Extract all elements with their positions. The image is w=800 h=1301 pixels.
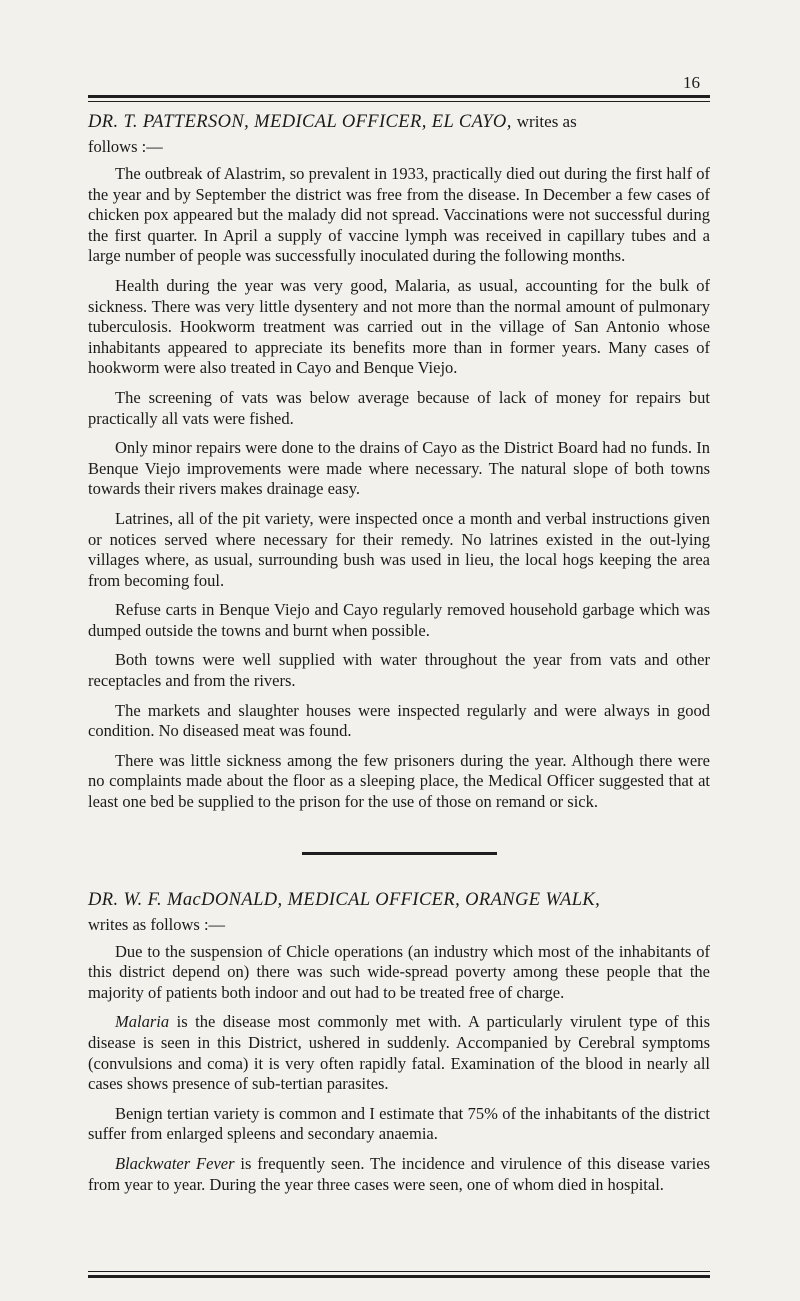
section1-heading-title: DR. T. PATTERSON, MEDICAL OFFICER, EL CAYO,	[88, 112, 512, 132]
section2-paragraph-4-text: is frequently seen. The incidence and virulence of this disease varies from year to year. During the year three cases were seen, one of whom died in hospital.	[88, 1153, 710, 1194]
section1-writes-as: writes as	[516, 112, 577, 131]
section2-heading: DR. W. F. MacDONALD, MEDICAL OFFICER, ORANGE WALK,	[88, 889, 601, 910]
section2-blackwater-term: Blackwater Fever	[115, 1153, 235, 1173]
section1-paragraph-8: The markets and slaughter houses were inspected regularly and were always in good condition. No diseased meat was found.	[88, 700, 710, 741]
section1-paragraph-1: The outbreak of Alastrim, so prevalent in 1933, practically died out during the first half of the year and by September the district was free from the disease. In December a few cases of chicken pox appeared but the malady did not spread. Vaccinations were not successful during the first quarter. In April a supply of vaccine lymph was received in capillary tubes and a large number of people was successfully inoculated during the following months.	[88, 164, 710, 266]
page-number: 16	[683, 73, 700, 92]
section1-follows: follows :—	[88, 137, 163, 156]
section2-paragraph-2-text: is the disease most commonly met with. A particularly virulent type of this disease is seen in this District, ushered in suddenly. Accompanied by Cerebral symptoms (convulsions and coma) it is very often rapidly fatal. Examination of the blood in nearly all cases shows presence of sub-tertian parasites.	[88, 1012, 710, 1094]
section1-heading	[88, 110, 710, 134]
section2-paragraph-1: Due to the suspension of Chicle operations (an industry which most of the inhabitants of this district depend on) there was such wide-spread poverty among these people that the majority of patients both indoor and out had to be treated free of charge.	[88, 941, 710, 1002]
page-content	[88, 110, 710, 1204]
section1-paragraph-9: There was little sickness among the few prisoners during the year. Although there were no complaints made about the floor as a sleeping place, the Medical Officer suggested that at least one bed be supplied to the prison for the use of those on remand or sick.	[88, 750, 710, 812]
section1-paragraph-3: The screening of vats was below average because of lack of money for repairs but practically all vats were fished.	[88, 387, 710, 428]
section-divider	[302, 852, 497, 855]
section2-paragraph-4	[88, 1154, 710, 1195]
section2-paragraph-3: Benign tertian variety is common and I estimate that 75% of the inhabitants of the district suffer from enlarged spleens and secondary anaemia.	[88, 1103, 710, 1144]
section2-paragraph-2	[88, 1012, 710, 1094]
section1-paragraph-2: Health during the year was very good, Malaria, as usual, accounting for the bulk of sickness. There was very little dysentery and not more than the normal amount of pulmonary tuberculosis. Hookworm treatment was carried out in the village of San Antonio whose inhabitants appeared to appreciate its benefits more than in former years. Many cases of hookworm were also treated in Cayo and Benque Viejo.	[88, 275, 710, 378]
section1-paragraph-6: Refuse carts in Benque Viejo and Cayo regularly removed household garbage which was dumped outside the towns and burnt when possible.	[88, 600, 710, 640]
section1-paragraph-5: Latrines, all of the pit variety, were inspected once a month and verbal instructions given or notices served where necessary for their remedy. No latrines existed in the out-lying villages where, as usual, surrounding bush was used in lieu, the local hogs keeping the area from becoming foul.	[88, 508, 710, 590]
top-double-rule	[88, 95, 710, 102]
section2-writes-as: writes as follows :—	[88, 914, 226, 934]
section2-malaria-term: Malaria	[115, 1012, 170, 1032]
section1-paragraph-4: Only minor repairs were done to the drains of Cayo as the District Board had no funds. In Benque Viejo improvements were made where necessary. The natural slope of both towns towards their rivers makes drainage easy.	[88, 438, 710, 499]
section1-paragraph-7: Both towns were well supplied with water throughout the year from vats and other receptacles and from the rivers.	[88, 650, 710, 691]
bottom-double-rule	[88, 1268, 710, 1278]
